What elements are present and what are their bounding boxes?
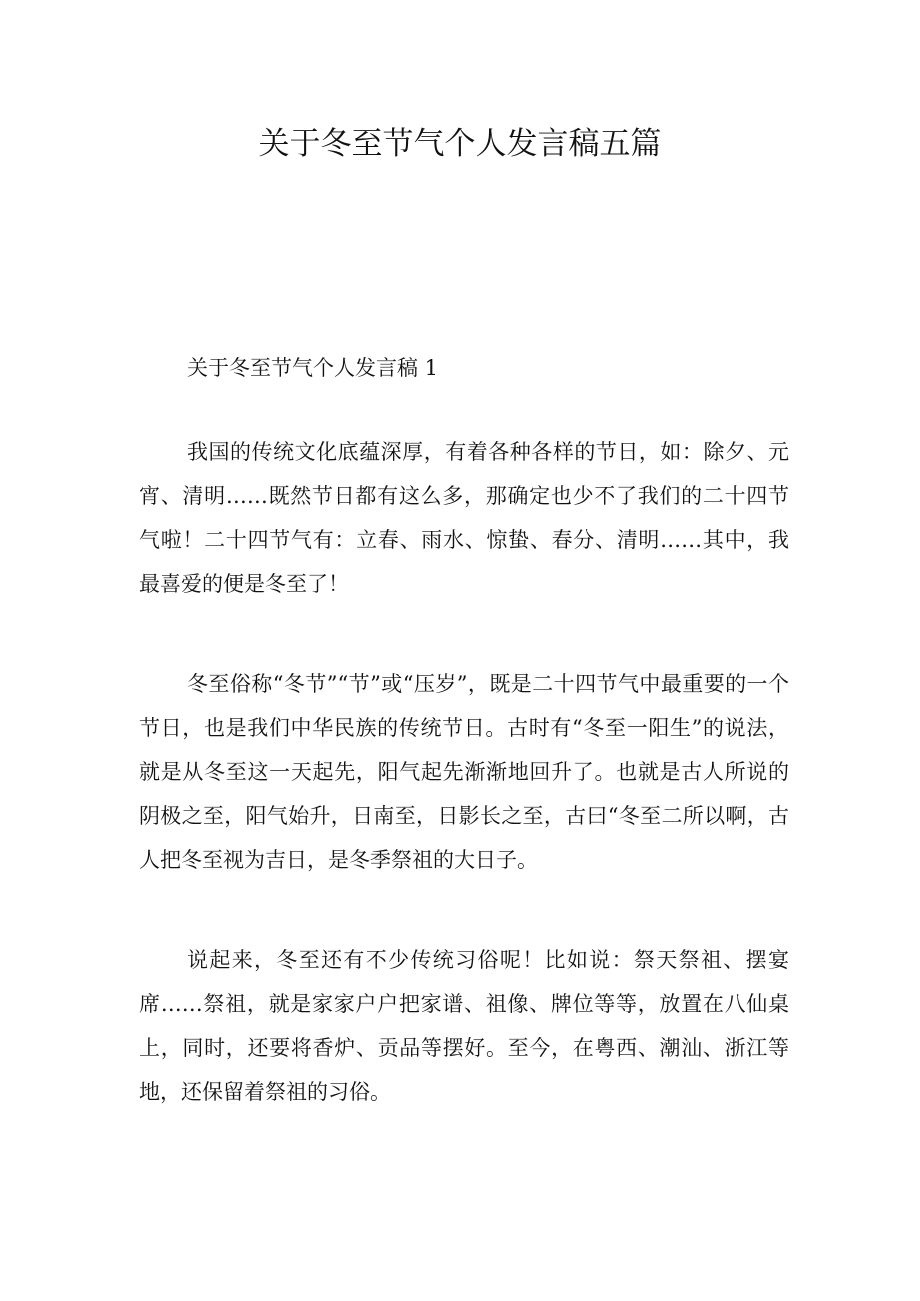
document-title: 关于冬至节气个人发言稿五篇 [258, 126, 662, 162]
document-body [139, 344, 789, 1114]
section-heading: 关于冬至节气个人发言稿 1 [187, 356, 439, 380]
paragraph-3: 说起来，冬至还有不少传统习俗呢！比如说：祭天祭祖、摆宴席……祭祖，就是家家户户把家谱、祖像、牌位等等，放置在八仙桌上，同时，还要将香炉、贡品等摆好。至今，在粤西、潮汕、浙江等地，还保留着祭祖的习俗。 [139, 948, 789, 1104]
paragraph-2: 冬至俗称“冬节”“节”或“压岁”，既是二十四节气中最重要的一个节日，也是我们中华民族的传统节日。古时有“冬至一阳生”的说法，就是从冬至这一天起先，阳气起先渐渐地回升了。也就是古人所说的阴极之至，阳气始升，日南至，日影长之至，古曰“冬至二所以啊，古人把冬至视为吉日，是冬季祭祖的大日子。 [139, 672, 789, 872]
spacer [139, 392, 789, 430]
paragraph-1: 我国的传统文化底蕴深厚，有着各种各样的节日，如：除夕、元宵、清明……既然节日都有这么多，那确定也少不了我们的二十四节气啦！二十四节气有：立春、雨水、惊蛰、春分、清明……其中，我最喜爱的便是冬至了！ [139, 440, 789, 596]
spacer [139, 882, 789, 938]
spacer [139, 606, 789, 662]
